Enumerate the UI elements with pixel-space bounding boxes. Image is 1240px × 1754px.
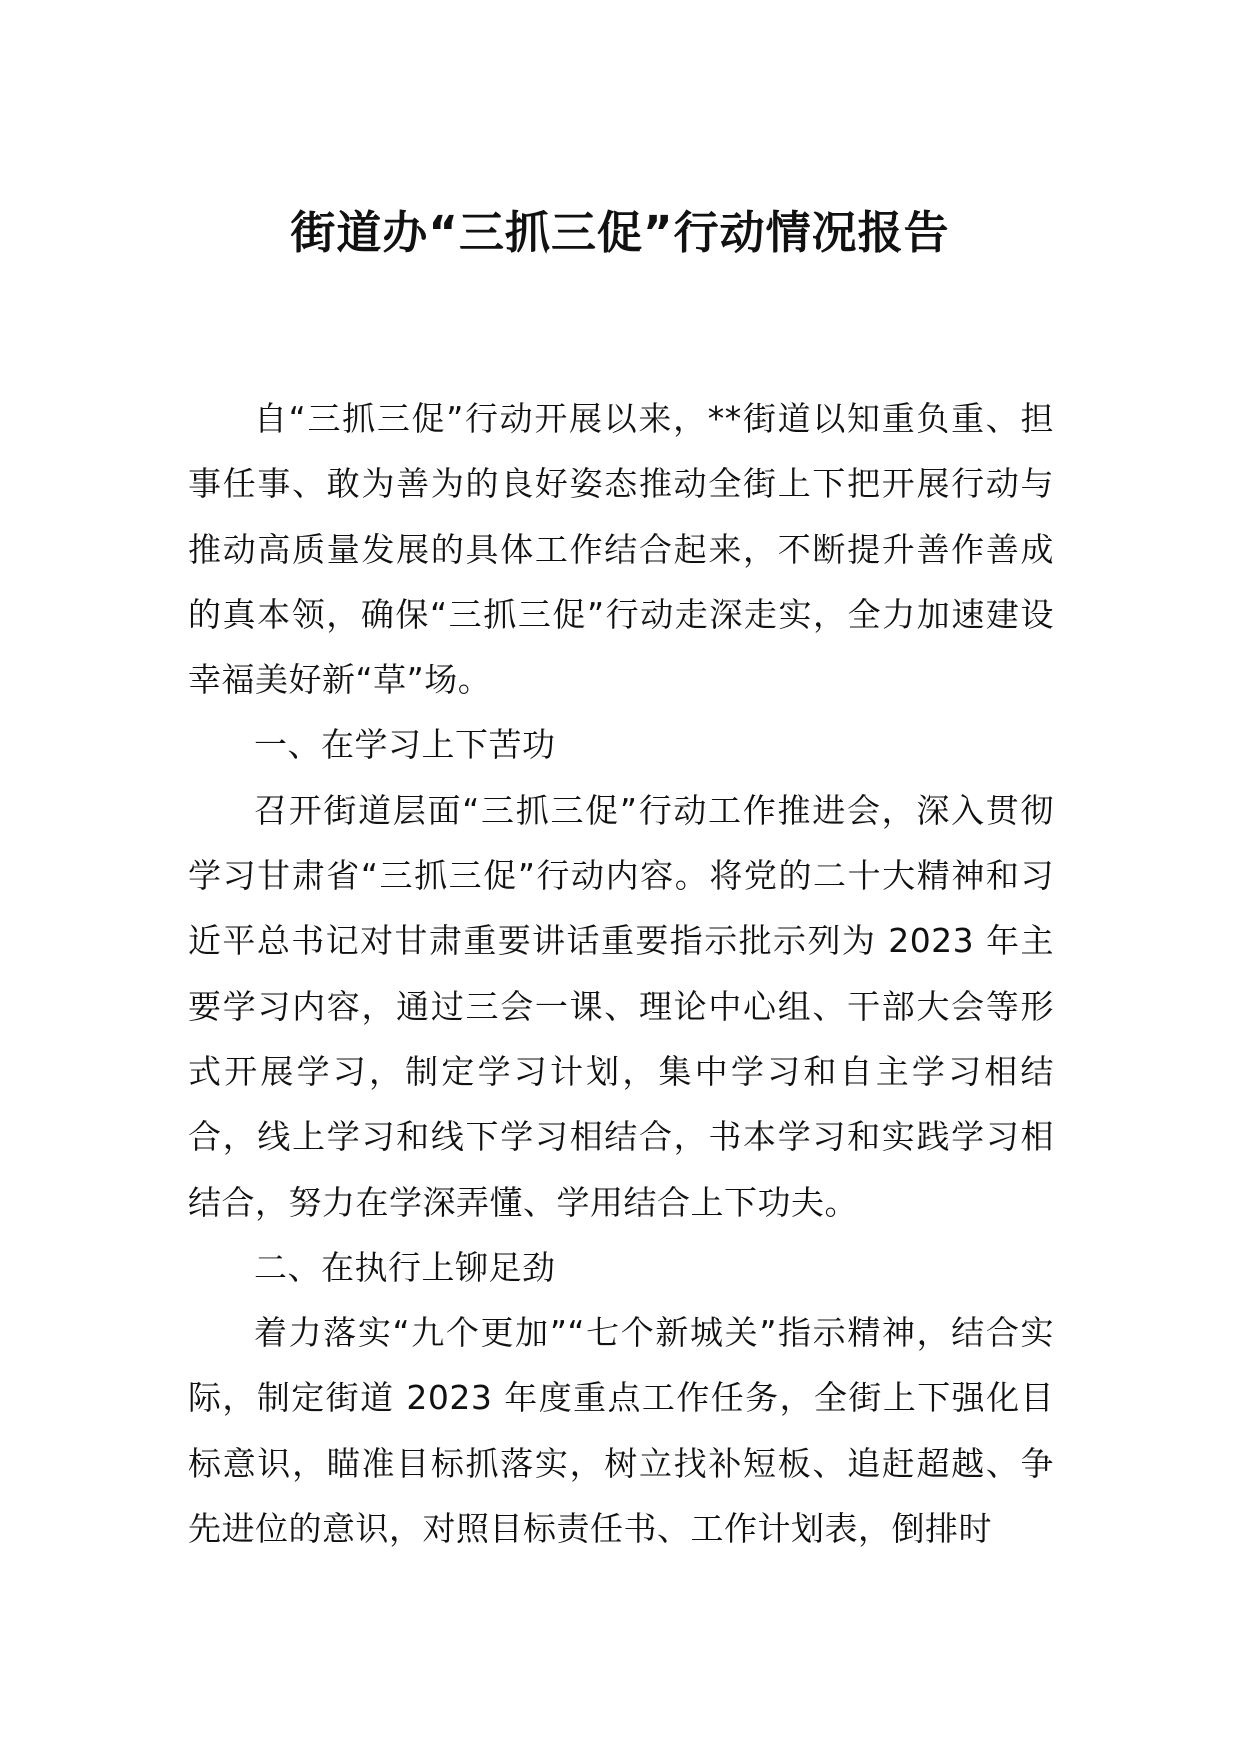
section-heading-2: 二、在执行上铆足劲 — [254, 1247, 556, 1287]
section-heading-1: 一、在学习上下苦功 — [254, 725, 556, 765]
intro-paragraph: 自“三抓三促”行动开展以来，**街道以知重负重、担事任事、敢为善为的良好姿态推动全街上下把开展行动与推动高质量发展的具体工作结合起来，不断提升善作善成的真本领，确保“三抓三促”行动走深走实，全力加速建设幸福美好新“草”场。 — [188, 399, 1054, 700]
document-body — [188, 386, 1054, 1561]
section-1-paragraph: 召开街道层面“三抓三促”行动工作推进会，深入贯彻学习甘肃省“三抓三促”行动内容。将党的二十大精神和习近平总书记对甘肃重要讲话重要指示批示列为 2023 年主要学习内容，通过三会一课、理论中心组、干部大会等形式开展学习，制定学习计划，集中学习和自主学习相结合，线上学习和线下学习相结合，书本学习和实践学习相结合，努力在学深弄懂、学用结合上下功夫。 — [188, 790, 1054, 1222]
document-title: 街道办“三抓三促”行动情况报告 — [290, 206, 950, 259]
section-2-paragraph: 着力落实“九个更加”“七个新城关”指示精神，结合实际，制定街道 2023 年度重点工作任务，全街上下强化目标意识，瞄准目标抓落实，树立找补短板、追赶超越、争先进位的意识，对照目标责任书、工作计划表，倒排时 — [188, 1313, 1054, 1549]
